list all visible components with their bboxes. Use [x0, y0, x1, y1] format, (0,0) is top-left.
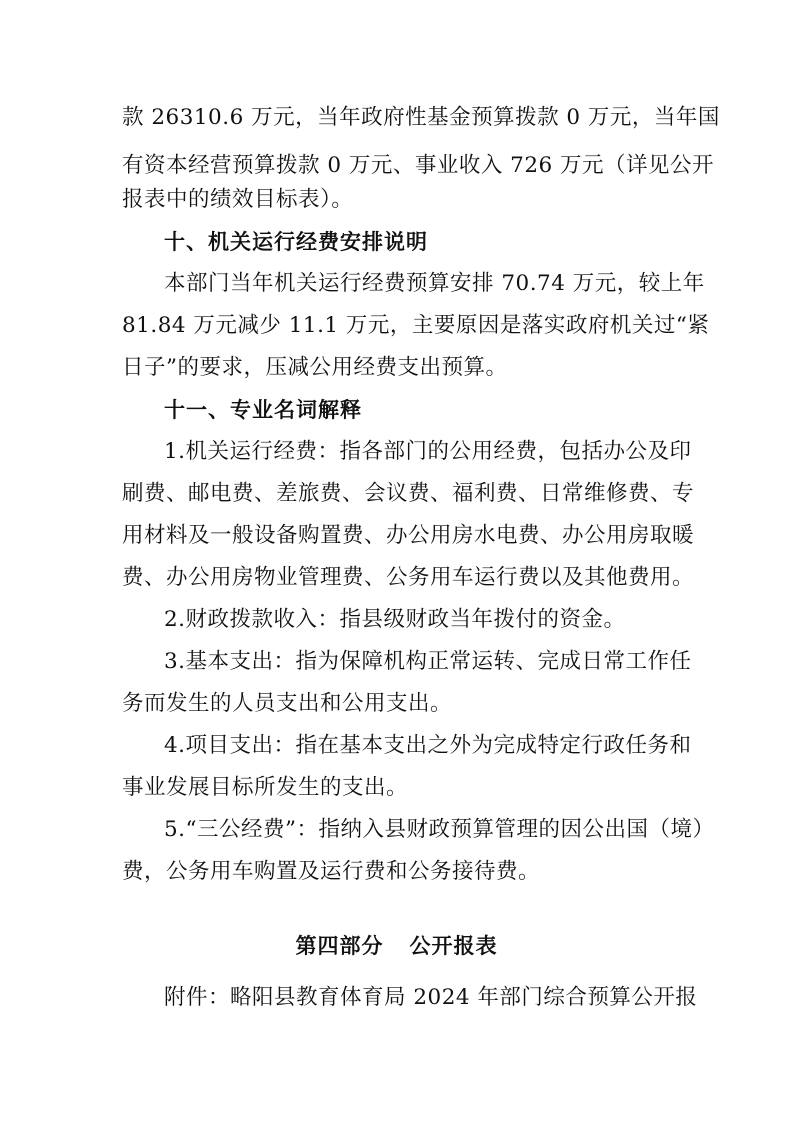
- term-definition-line: 用材料及一般设备购置费、办公用房水电费、办公用房取暖: [122, 523, 695, 548]
- section-heading: 十、机关运行经费安排说明: [164, 230, 428, 254]
- part-title-left: 第四部分: [295, 934, 384, 958]
- section-heading: 十一、专业名词解释: [164, 398, 362, 422]
- body-text-line: 本部门当年机关运行经费预算安排 70.74 万元，较上年: [164, 271, 705, 296]
- term-definition-line: 费，公务用车购置及运行费和公务接待费。: [122, 859, 541, 884]
- part-title: [0, 931, 793, 961]
- part-title-right: 公开报表: [409, 934, 498, 958]
- attachment-line: 附件：略阳县教育体育局 2024 年部门综合预算公开报: [164, 985, 698, 1010]
- term-definition-line: 4.项目支出：指在基本支出之外为完成特定行政任务和: [164, 733, 692, 758]
- body-text-line: 日子”的要求，压减公用经费支出预算。: [122, 355, 508, 380]
- term-definition-line: 3.基本支出：指为保障机构正常运转、完成日常工作任: [164, 649, 692, 674]
- term-definition-line: 5.“三公经费”：指纳入县财政预算管理的因公出国（境）: [164, 817, 715, 842]
- body-text-line: 81.84 万元减少 11.1 万元，主要原因是落实政府机关过“紧: [122, 313, 710, 338]
- body-text-line: 报表中的绩效目标表）。: [122, 187, 354, 212]
- term-definition-line: 费、办公用房物业管理费、公务用车运行费以及其他费用。: [122, 565, 695, 590]
- term-definition-line: 2.财政拨款收入：指县级财政当年拨付的资金。: [164, 607, 626, 632]
- term-definition-line: 事业发展目标所发生的支出。: [122, 775, 409, 800]
- term-definition-line: 刷费、邮电费、差旅费、会议费、福利费、日常维修费、专: [122, 481, 695, 506]
- term-definition-line: 务而发生的人员支出和公用支出。: [122, 691, 453, 716]
- body-text-line: 有资本经营预算拨款 0 万元、事业收入 726 万元（详见公开: [122, 153, 715, 178]
- body-text-line: 款 26310.6 万元，当年政府性基金预算拨款 0 万元，当年国: [122, 105, 720, 130]
- term-definition-line: 1.机关运行经费：指各部门的公用经费，包括办公及印: [164, 439, 692, 464]
